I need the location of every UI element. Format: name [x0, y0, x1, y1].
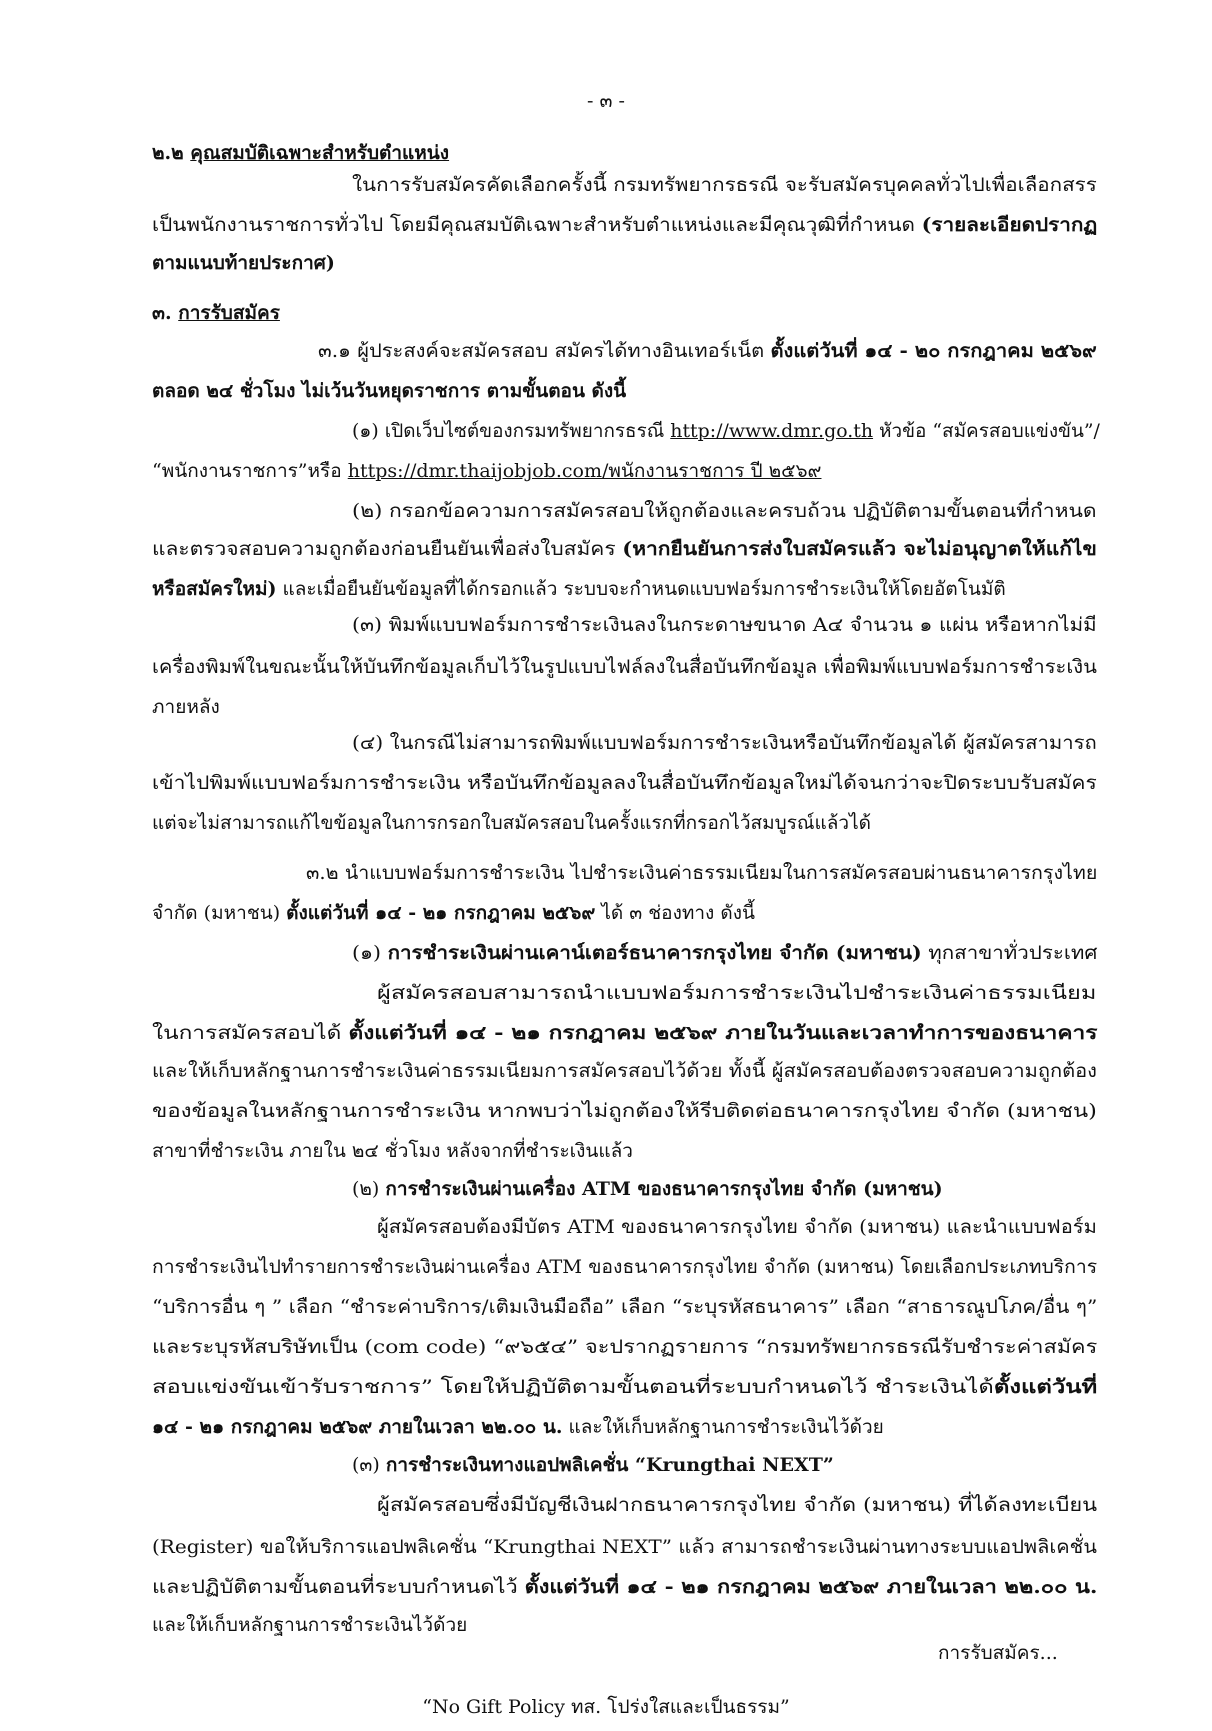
- text-span: ทุกสาขาทั่วประเทศ: [921, 942, 1098, 964]
- text-line: [152, 140, 449, 166]
- text-span: และเมื่อยืนยันข้อมูลที่ได้กรอกแล้ว ระบบจะกำหนดแบบฟอร์มการชำระเงินให้โดยอัตโนมัติ: [276, 578, 1006, 600]
- text-line: [352, 940, 1097, 966]
- text-span: และให้เก็บหลักฐานการชำระเงินไว้ด้วย: [152, 1614, 468, 1636]
- text-line: [152, 694, 220, 720]
- text-span: “บริการอื่น ๆ ” เลือก “ชำระค่าบริการ/เติมเงินมือถือ” เลือก “ระบุรหัสธนาคาร” เลือก “สาธารณูปโภค/อื่น ๆ”: [152, 1296, 1098, 1318]
- text-line: [152, 1414, 884, 1440]
- text-span: ในการรับสมัครคัดเลือกครั้งนี้ กรมทรัพยากรธรณี จะรับสมัครบุคคลทั่วไปเพื่อเลือกสรร: [352, 174, 1097, 196]
- text-line: [152, 250, 335, 276]
- text-span: สาขาที่ชำระเงิน ภายใน ๒๔ ชั่วโมง หลังจากที่ชำระเงินแล้ว: [152, 1140, 633, 1162]
- text-line: [152, 1612, 467, 1638]
- text-span: (หากยืนยันการส่งใบสมัครแล้ว จะไม่อนุญาตให้แก้ไข: [622, 538, 1097, 560]
- text-line: [152, 1574, 1097, 1600]
- text-span: (๒) กรอกข้อความการสมัครสอบให้ถูกต้องและครบถ้วน ปฏิบัติตามขั้นตอนที่กำหนด: [352, 500, 1097, 522]
- text-line: [352, 1176, 943, 1202]
- text-line: [152, 1058, 1097, 1084]
- text-span: ภายหลัง: [152, 696, 220, 718]
- text-line: [352, 172, 1097, 198]
- text-span: ตั้งแต่วันที่ ๑๔ - ๒๑ กรกฎาคม ๒๕๖๙ ภายในเวลา ๒๒.๐๐ น.: [524, 1576, 1098, 1598]
- text-span: ๓.๑ ผู้ประสงค์จะสมัครสอบ สมัครได้ทางอินเทอร์เน็ต: [318, 340, 771, 362]
- text-line: [152, 810, 871, 836]
- text-line: [152, 212, 1097, 238]
- text-line: [152, 576, 1006, 602]
- text-line: [352, 498, 1097, 524]
- text-line: [352, 418, 1100, 444]
- text-line: [152, 654, 1097, 680]
- text-line: [377, 1214, 1097, 1240]
- text-span: ได้ ๓ ช่องทาง ดังนี้: [595, 902, 755, 924]
- text-line: [152, 1020, 1097, 1046]
- text-span: เป็นพนักงานราชการทั่วไป โดยมีคุณสมบัติเฉพาะสำหรับตำแหน่งและมีคุณวุฒิที่กำหนด: [152, 214, 922, 236]
- text-span: (๑) เปิดเว็บไซต์ของกรมทรัพยากรธรณี: [352, 420, 671, 442]
- text-line: [152, 1374, 1097, 1400]
- text-span: ตั้งแต่วันที่ ๑๔ - ๒๑ กรกฎาคม ๒๕๖๙: [286, 902, 596, 924]
- text-span: และให้เก็บหลักฐานการชำระเงินไว้ด้วย: [562, 1416, 884, 1438]
- text-span: ๑๔ - ๒๑ กรกฎาคม ๒๕๖๙ ภายในเวลา ๒๒.๐๐ น.: [152, 1416, 563, 1438]
- text-span: (Register) ขอให้บริการแอปพลิเคชั่น “Krungthai NEXT” แล้ว สามารถชำระเงินผ่านทางระบบแอปพลิเคชั่น: [152, 1536, 1097, 1558]
- text-span: การชำระเงินผ่านเคาน์เตอร์ธนาคารกรุงไทย จำกัด (มหาชน): [387, 942, 922, 964]
- url-link[interactable]: http://www.dmr.go.th: [670, 420, 874, 442]
- text-span: หรือสมัครใหม่): [152, 578, 277, 600]
- text-span: ๓.: [152, 302, 179, 324]
- text-line: [152, 300, 280, 326]
- text-span: การชำระเงินทางแอปพลิเคชั่น “Krungthai NEXT”: [385, 1454, 834, 1476]
- text-span: จำกัด (มหาชน): [152, 902, 287, 924]
- text-span: การชำระเงินผ่านเครื่อง ATM ของธนาคารกรุงไทย จำกัด (มหาชน): [385, 1178, 943, 1200]
- text-span: ของข้อมูลในหลักฐานการชำระเงิน หากพบว่าไม่ถูกต้องให้รีบติดต่อธนาคารกรุงไทย จำกัด (มหาชน): [152, 1100, 1097, 1122]
- text-span: เครื่องพิมพ์ในขณะนั้นให้บันทึกข้อมูลเก็บไว้ในรูปแบบไฟล์ลงในสื่อบันทึกข้อมูล เพื่อพิมพ์แบบฟอร์มการชำระเงิน: [152, 656, 1097, 678]
- text-span: ผู้สมัครสอบสามารถนำแบบฟอร์มการชำระเงินไปชำระเงินค่าธรรมเนียม: [377, 982, 1097, 1004]
- text-line: [377, 1492, 1097, 1518]
- text-line: [152, 1294, 1097, 1320]
- text-line: [352, 730, 1097, 756]
- text-line: [152, 1138, 633, 1164]
- text-span: ตั้งแต่วันที่: [993, 1376, 1098, 1398]
- text-span: ผู้สมัครสอบต้องมีบัตร ATM ของธนาคารกรุงไทย จำกัด (มหาชน) และนำแบบฟอร์ม: [377, 1216, 1097, 1238]
- text-span: ในการสมัครสอบได้: [152, 1022, 349, 1044]
- text-span: “พนักงานราชการ”หรือ: [152, 460, 348, 482]
- text-line: [352, 1452, 834, 1478]
- text-span: และระบุรหัสบริษัทเป็น (com code) “๙๖๕๔” จะปรากฏรายการ “กรมทรัพยากรธรณีรับชำระค่าสมัคร: [152, 1336, 1098, 1358]
- text-span: ผู้สมัครสอบซึ่งมีบัญชีเงินฝากธนาคารกรุงไทย จำกัด (มหาชน) ที่ได้ลงทะเบียน: [377, 1494, 1098, 1516]
- text-span: (๔) ในกรณีไม่สามารถพิมพ์แบบฟอร์มการชำระเงินหรือบันทึกข้อมูลได้ ผู้สมัครสามารถ: [352, 732, 1097, 754]
- text-span: การชำระเงินไปทำรายการชำระเงินผ่านเครื่อง ATM ของธนาคารกรุงไทย จำกัด (มหาชน) โดยเลือกประเภทบริการ: [152, 1256, 1098, 1278]
- text-span: ๒.๒: [152, 142, 191, 164]
- text-span: การรับสมัคร: [178, 302, 280, 324]
- text-line: [152, 378, 626, 404]
- text-span: สอบแข่งขันเข้ารับราชการ” โดยให้ปฏิบัติตามขั้นตอนที่ระบบกำหนดไว้ ชำระเงินได้: [152, 1376, 994, 1398]
- text-line: [152, 536, 1097, 562]
- text-line: [352, 612, 1097, 638]
- text-line: [377, 980, 1096, 1006]
- text-span: (รายละเอียดปรากฏ: [921, 214, 1098, 236]
- text-span: เข้าไปพิมพ์แบบฟอร์มการชำระเงิน หรือบันทึกข้อมูลลงในสื่อบันทึกข้อมูลใหม่ได้จนกว่าจะปิดระบบรับสมัคร: [152, 772, 1097, 794]
- text-span: (๒): [352, 1178, 386, 1200]
- text-span: (๓): [352, 1454, 386, 1476]
- text-line: [152, 458, 821, 484]
- text-span: ตั้งแต่วันที่ ๑๔ - ๒๑ กรกฎาคม ๒๕๖๙ ภายในวันและเวลาทำการของธนาคาร: [348, 1022, 1098, 1044]
- page-number: - ๓ -: [587, 90, 625, 112]
- text-span: ๓.๒ นำแบบฟอร์มการชำระเงิน ไปชำระเงินค่าธรรมเนียมในการสมัครสอบผ่านธนาคารกรุงไทย: [306, 862, 1098, 884]
- text-span: ตั้งแต่วันที่ ๑๔ - ๒๐ กรกฎาคม ๒๕๖๙: [770, 340, 1097, 362]
- url-link[interactable]: https://dmr.thaijobjob.com/พนักงานราชการ ปี ๒๕๖๙: [347, 460, 822, 482]
- text-line: [152, 1534, 1097, 1560]
- footer-slogan: “No Gift Policy ทส. โปร่งใสและเป็นธรรม”: [422, 1696, 790, 1718]
- text-span: ตลอด ๒๔ ชั่วโมง ไม่เว้นวันหยุดราชการ ตามขั้นตอน ดังนี้: [152, 380, 627, 402]
- text-span: ตามแนบท้ายประกาศ): [152, 252, 335, 274]
- continuation-text: การรับสมัคร...: [938, 1642, 1058, 1664]
- text-line: [152, 1334, 1097, 1360]
- text-line: [152, 770, 1097, 796]
- text-line: [152, 1098, 1097, 1124]
- text-span: และให้เก็บหลักฐานการชำระเงินค่าธรรมเนียมการสมัครสอบไว้ด้วย ทั้งนี้ ผู้สมัครสอบต้องตรวจสอบความถูกต้อง: [152, 1060, 1097, 1082]
- text-span: (๑): [352, 942, 388, 964]
- text-line: [152, 1254, 1097, 1280]
- text-span: (๓) พิมพ์แบบฟอร์มการชำระเงินลงในกระดาษขนาด A๔ จำนวน ๑ แผ่น หรือหากไม่มี: [352, 614, 1097, 636]
- text-span: และตรวจสอบความถูกต้องก่อนยืนยันเพื่อส่งใบสมัคร: [152, 538, 623, 560]
- text-span: และปฏิบัติตามขั้นตอนที่ระบบกำหนดไว้: [152, 1576, 525, 1598]
- text-line: [306, 860, 1097, 886]
- text-line: [318, 338, 1097, 364]
- text-span: แต่จะไม่สามารถแก้ไขข้อมูลในการกรอกใบสมัครสอบในครั้งแรกที่กรอกไว้สมบูรณ์แล้วได้: [152, 812, 871, 834]
- text-line: [152, 900, 755, 926]
- text-span: หัวข้อ “สมัครสอบแข่งขัน”/: [873, 420, 1100, 442]
- text-span: คุณสมบัติเฉพาะสำหรับตำแหน่ง: [190, 142, 450, 164]
